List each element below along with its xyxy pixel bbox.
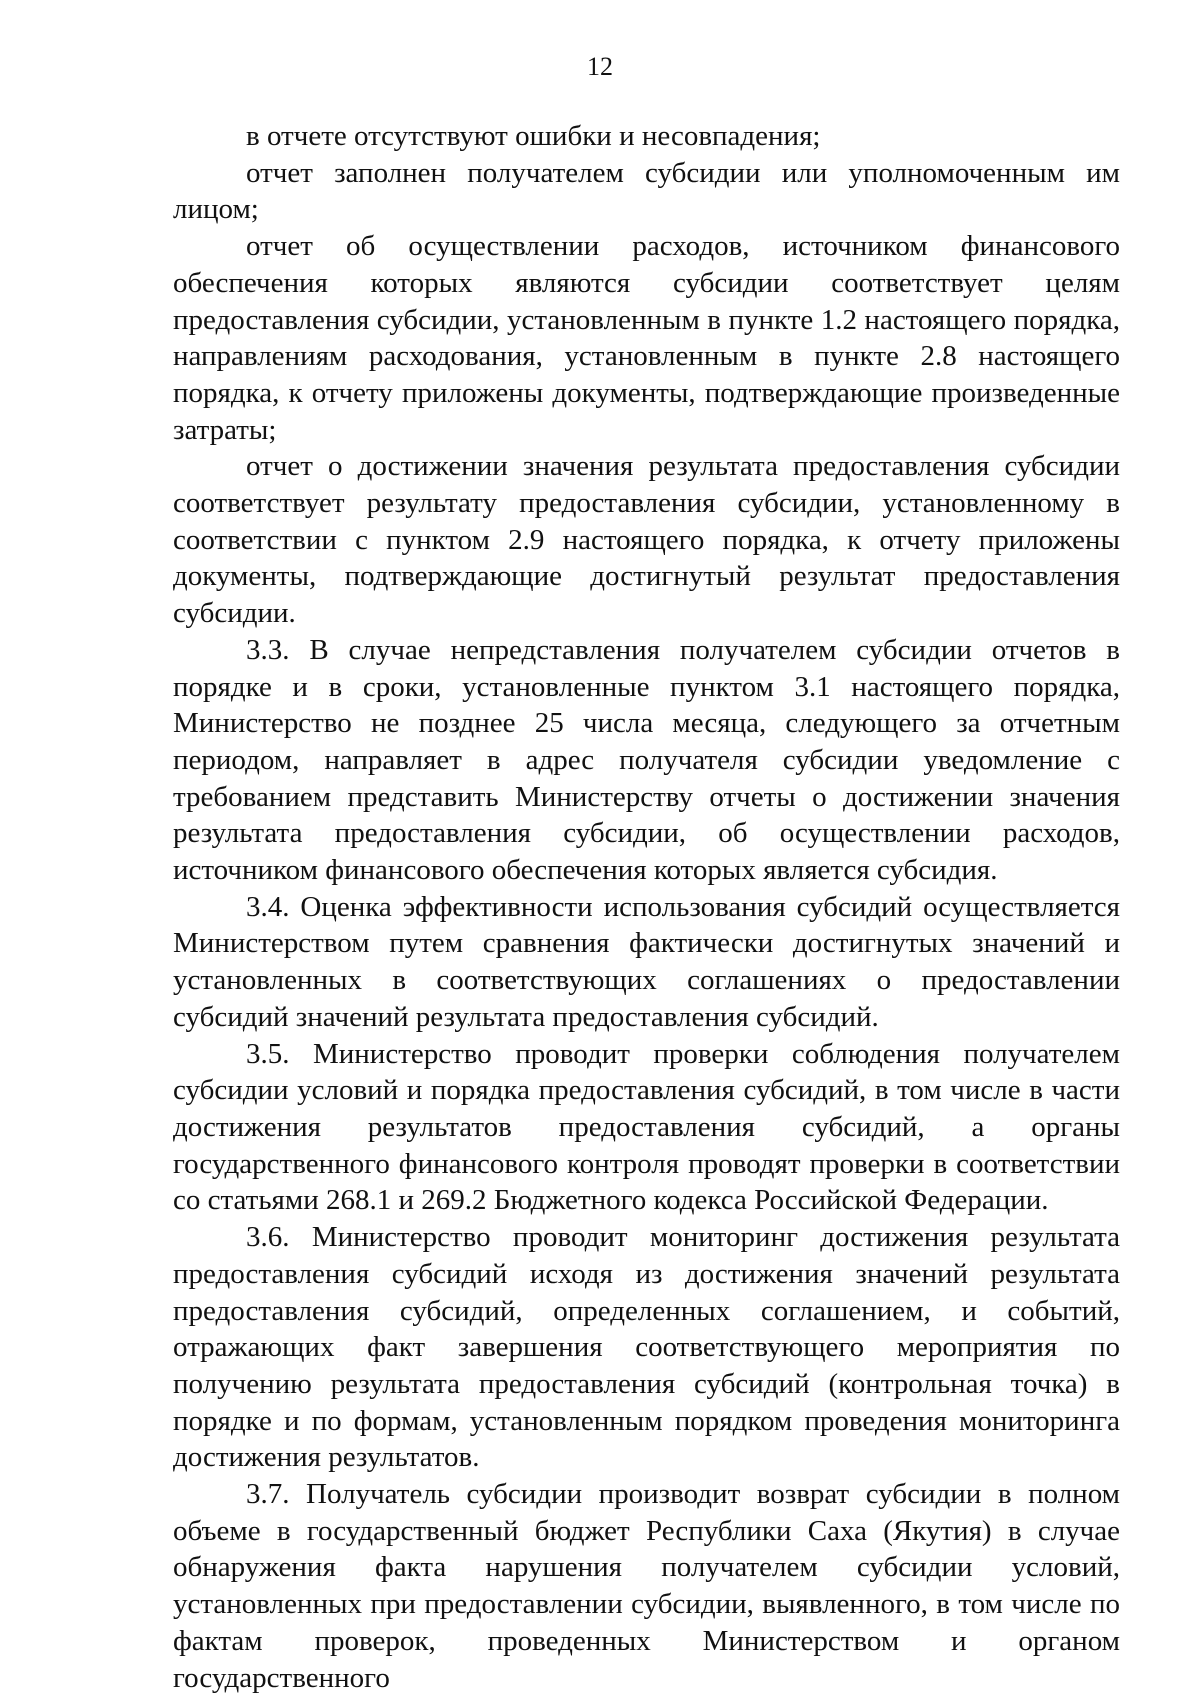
paragraph-3-6: 3.6. Министерство проводит мониторинг достижения результата предоставления субсидий исходя из достижения значений результата предоставления субсидий, определенных соглашением, и событий, отражающих факт завершения соответствующего мероприятия по получению результата предоставления субсидий (контрольная точка) в порядке и по формам, установленным порядком проведения мониторинга достижения результатов. — [173, 1221, 1120, 1474]
paragraph-3-4: 3.4. Оценка эффективности использования субсидий осуществляется Министерством путем сравнения фактически достигнутых значений и установленных в соответствующих соглашениях о предоставлении субсидий значений результата предоставления субсидий. — [173, 890, 1120, 1033]
paragraph-report-filled: отчет заполнен получателем субсидии или уполномоченным им лицом; — [173, 156, 1120, 226]
paragraph-3-7: 3.7. Получатель субсидии производит возврат субсидии в полном объеме в государственный бюджет Республики Саха (Якутия) в случае обнаружения факта нарушения получателем субсидии условий, установленных при предоставлении субсидии, выявленного, в том числе по фактам проверок, проведенных Министерством и органом государственного — [173, 1478, 1120, 1694]
paragraph-expenses-report: отчет об осуществлении расходов, источником финансового обеспечения которых являются субсидии соответствует целям предоставления субсидии, установленным в пункте 1.2 настоящего порядка, направлениям расходования, установленным в пункте 2.8 настоящего порядка, к отчету приложены документы, подтверждающие произведенные затраты; — [173, 230, 1120, 446]
paragraph-result-report: отчет о достижении значения результата предоставления субсидии соответствует результату предоставления субсидии, установленному в соответствии с пунктом 2.9 настоящего порядка, к отчету приложены документы, подтверждающие достигнутый результат предоставления субсидии. — [173, 450, 1120, 630]
page-number: 12 — [587, 52, 613, 81]
paragraph-no-errors: в отчете отсутствуют ошибки и несовпадения; — [246, 120, 821, 152]
paragraph-3-5: 3.5. Министерство проводит проверки соблюдения получателем субсидии условий и порядка предоставления субсидий, в том числе в части достижения результатов предоставления субсидий, а органы государственного финансового контроля проводят проверки в соответствии со статьями 268.1 и 269.2 Бюджетного кодекса Российской Федерации. — [173, 1037, 1120, 1217]
paragraph-3-3: 3.3. В случае непредставления получателем субсидии отчетов в порядке и в сроки, установленные пунктом 3.1 настоящего порядка, Министерство не позднее 25 числа месяца, следующего за отчетным периодом, направляет в адрес получателя субсидии уведомление с требованием представить Министерству отчеты о достижении значения результата предоставления субсидии, об осуществлении расходов, источником финансового обеспечения которых является субсидия. — [173, 633, 1120, 887]
document-body — [173, 118, 1120, 1696]
